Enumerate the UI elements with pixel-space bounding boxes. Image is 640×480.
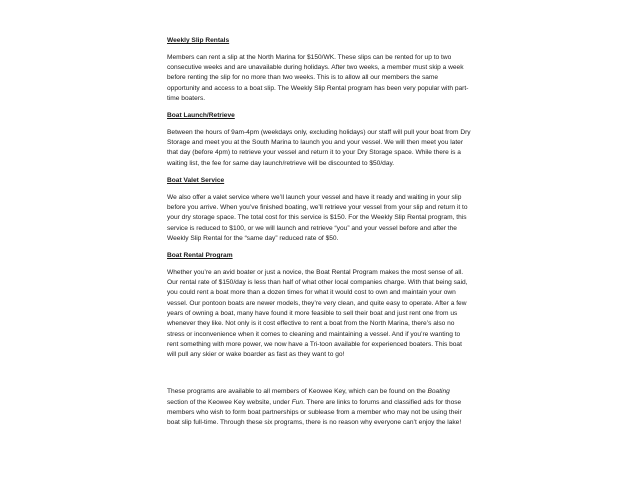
closing-italic-boating: Boating — [427, 388, 450, 396]
closing-paragraph — [167, 387, 472, 428]
section-heading: Weekly Slip Rentals — [167, 37, 230, 44]
closing-text-2: section of the Keowee Key website, under — [167, 398, 292, 406]
closing-text-1: These programs are available to all members of Keowee Key, which can be found on the — [167, 388, 428, 396]
section-heading: Boat Rental Program — [167, 251, 233, 259]
section-weekly-slip-rentals — [167, 36, 472, 104]
section-paragraph: Members can rent a slip at the North Marina for $150/WK. These slips can be rented for up to two consecutive weeks and are unavailable during holidays. After two weeks, a member must skip a week before renting the slip for no more than two weeks. This is to allow all our members the same opportunity and access to a boat slip. The Weekly Slip Rental program has been very popular with part-time boaters. — [167, 53, 469, 102]
section-boat-launch-retrieve — [167, 111, 472, 169]
section-heading: Boat Valet Service — [167, 176, 225, 184]
closing-text-3: . There are links to forums and classified ads for those members who wish to form boat partnerships or sublease from a member who may not be using their boat slip full-time. Through these six programs, there is no reason why everyone can’t enjoy the lake! — [167, 398, 462, 427]
closing-italic-fun: Fun — [291, 398, 303, 406]
document-body — [167, 36, 472, 435]
section-paragraph: We also offer a valet service where we’ll launch your vessel and have it ready and waiting in your slip before you arrive. When you’ve finished boating, we’ll retrieve your vessel from your slip and return it to your dry storage space. The total cost for this service is $150. For the Weekly Slip Rental program, this service is reduced to $100, or we will launch and retrieve “you” and your vessel before and after the Weekly Slip Rental for the “same day” reduced rate of $50. — [167, 193, 468, 242]
section-boat-valet-service — [167, 176, 472, 244]
section-heading: Boat Launch/Retrieve — [167, 112, 235, 120]
section-boat-rental-program — [167, 251, 472, 360]
section-paragraph: Between the hours of 9am-4pm (weekdays only, excluding holidays) our staff will pull your boat from Dry Storage and meet you at the South Marina to launch you and your vessel. We will then meet you later that day (before 4pm) to retrieve your vessel and return it to your Dry Storage space. While there is a waiting list, the fee for same day launch/retrieve will be discounted to $50/day. — [167, 128, 471, 167]
section-paragraph: Whether you’re an avid boater or just a novice, the Boat Rental Program makes the most sense of all. Our rental rate of $150/day is less than half of what other local companies charge. With that being said, you could rent a boat more than a dozen times for what it would cost to own and maintain your own vessel. Our pontoon boats are newer models, they’re very clean, and quite easy to operate. After a few years of owning a boat, many have found it more feasible to sell their boat and just rent one from us whenever they like. Not only is it cost effective to rent a boat from the North Marina, there’s also no stress or inconvenience when it comes to cleaning and maintaining a vessel. And if you’re wanting to rent something with more power, we now have a Tri-toon available for experienced boaters. This boat will pull any skier or wake boarder as fast as they want to go! — [167, 268, 468, 359]
